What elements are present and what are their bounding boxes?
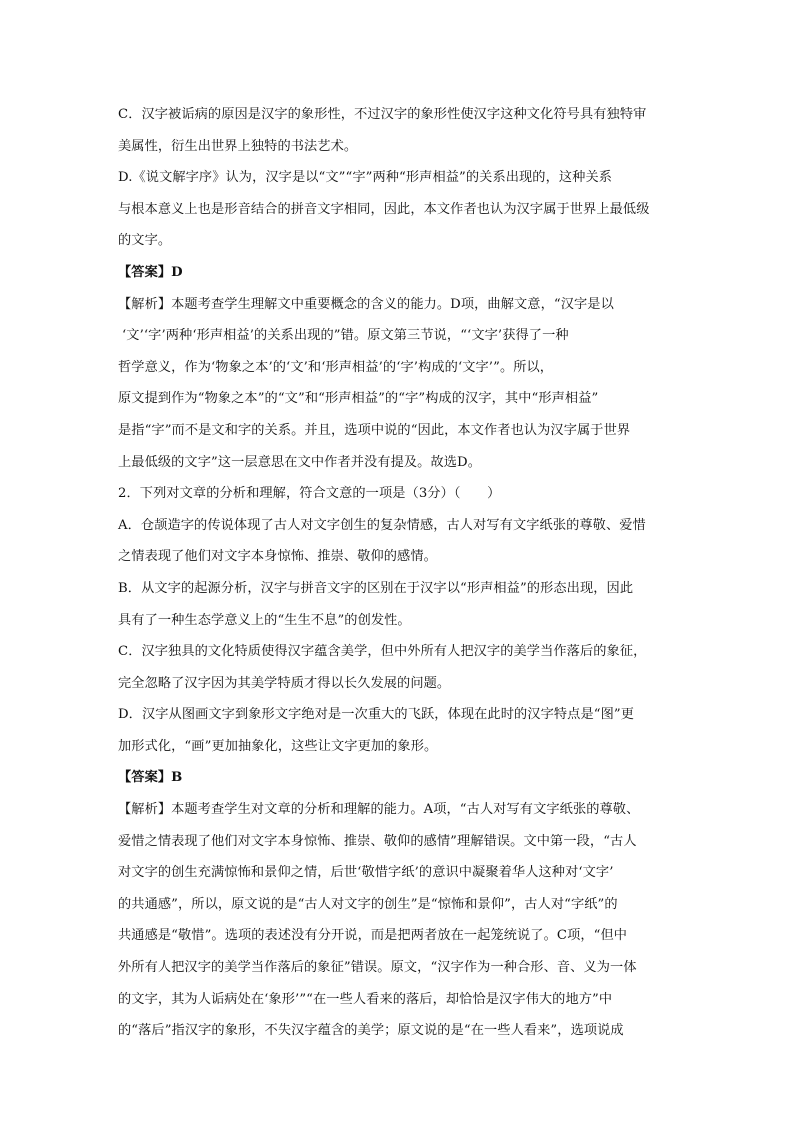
analysis-1-line-2: ‘文’‘字’两种‘形声相益’的关系出现的”错。原文第三节说，“‘文字’获得了一种 [122,328,569,344]
analysis-2-line-2: 爱惜之情表现了他们对文字本身惊怖、推崇、敬仰的感情”理解错误。文中第一段，“古人 [118,833,637,849]
q2-option-d-line-1: D．汉字从图画文字到象形文字绝对是一次重大的飞跃，体现在此时的汉字特点是“图”更 [118,707,634,723]
analysis-2-line-7: 的文字，其为人诟病处在‘象形’”“在一些人看来的落后，却恰恰是汉字伟大的地方”中 [118,991,613,1007]
answer-1: 【答案】D [118,264,183,280]
analysis-1-line-3: 哲学意义，作为‘物象之本’的‘文’和‘形声相益’的‘字’构成的‘文字’”。所以， [118,359,554,375]
analysis-1-line-6: 上最低级的文字”这一层意思在文中作者并没有提及。故选D。 [118,454,481,470]
q2-option-c-line-2: 完全忽略了汉字因为其美学特质才得以长久发展的问题。 [118,675,451,691]
q2-option-b-line-1: B．从文字的起源分析，汉字与拼音文字的区别在于汉字以“形声相益”的形态出现，因此 [118,580,634,596]
analysis-2-line-4: 的共通感”，所以，原文说的是“古人对文字的创生”是“惊怖和景仰”，古人对“字纸”的 [118,896,618,912]
q2-option-a-line-1: A．仓颉造字的传说体现了古人对文字创生的复杂情感，古人对写有文字纸张的尊敬、爱惜 [118,517,646,533]
q2-option-b-line-2: 具有了一种生态学意义上的“生生不息”的创发性。 [118,612,411,628]
answer-2: 【答案】B [118,770,183,786]
analysis-2-line-1: 【解析】本题考查学生对文章的分析和理解的能力。A项，“古人对写有文字纸张的尊敬、 [118,802,640,818]
analysis-1-line-1: 【解析】本题考查学生理解文中重要概念的含义的能力。D项，曲解文意，“汉字是以 [118,296,614,312]
option-d-line-1: D.《说文解字序》认为，汉字是以“文”“字”两种“形声相益”的关系出现的，这种关系 [118,170,613,186]
option-c-line-1: C．汉字被诟病的原因是汉字的象形性，不过汉字的象形性使汉字这种文化符号具有独特审 [118,107,647,122]
analysis-1-line-4: 原文提到作为“物象之本”的“文”和“形声相益”的“字”构成的汉字，其中“形声相益” [118,391,599,407]
analysis-2-line-5: 共通感是“敬惜”。选项的表述没有分开说，而是把两者放在一起笼统说了。C项，“但中 [118,928,628,944]
q2-option-a-line-2: 之情表现了他们对文字本身惊怖、推崇、敬仰的感情。 [118,549,437,565]
option-d-line-3: 的文字。 [118,233,172,249]
question-2: 2．下列对文章的分析和理解，符合文意的一项是（3分）（ ） [118,486,501,502]
q2-option-c-line-1: C．汉字独具的文化特质使得汉字蕴含美学，但中外所有人把汉字的美学当作落后的象征， [118,644,647,660]
analysis-2-line-6: 外所有人把汉字的美学当作落后的象征”错误。原文，“汉字作为一种合形、音、义为一体 [118,960,637,976]
option-c-line-2: 美属性，衍生出世界上独特的书法艺术。 [118,138,358,154]
analysis-1-line-5: 是指“字”而不是文和字的关系。并且，选项中说的“因此，本文作者也认为汉字属于世界 [118,422,631,438]
analysis-2-line-8: 的“落后”指汉字的象形，不失汉字蕴含的美学；原文说的是“在一些人看来”，选项说成 [118,1023,624,1039]
analysis-2-line-3: 对文字的创生充满惊怖和景仰之情，后世‘敬惜字纸’的意识中凝聚着华人这种对‘文字’ [118,865,614,881]
q2-option-d-line-2: 加形式化，“画”更加抽象化，这些让文字更加的象形。 [118,738,438,754]
option-d-line-2: 与根本意义上也是形音结合的拼音文字相同，因此，本文作者也认为汉字属于世界上最低级 [118,201,650,217]
document-page [118,99,678,1047]
